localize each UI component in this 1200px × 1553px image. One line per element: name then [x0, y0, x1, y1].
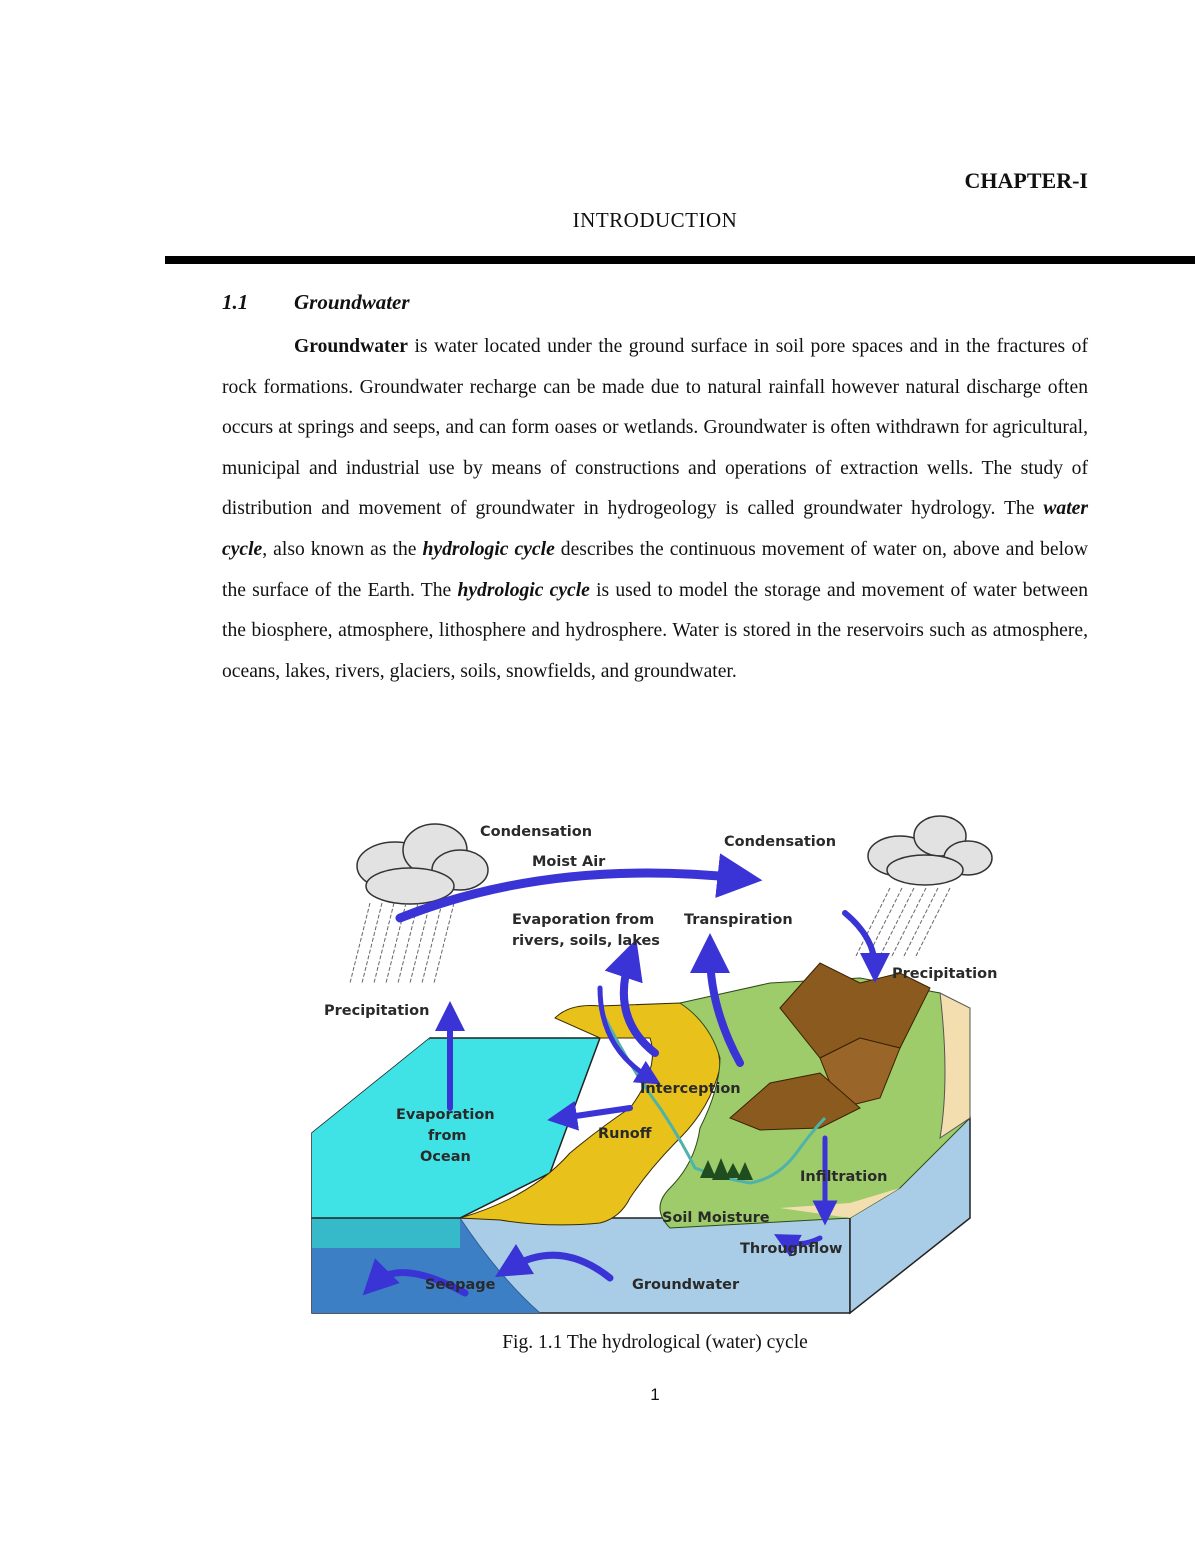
label-condensation-right: Condensation [724, 834, 837, 850]
lead-term: Groundwater [294, 336, 408, 357]
body-paragraph [222, 327, 1088, 692]
label-evaporation-ocean-3: Ocean [420, 1149, 471, 1165]
label-soil-moisture: Soil Moisture [662, 1210, 770, 1226]
cloud-right [868, 816, 992, 885]
page-number: 1 [650, 1385, 660, 1404]
label-interception: Interception [640, 1081, 741, 1097]
term-water-cycle: water cycle [222, 498, 1088, 560]
section-heading [222, 290, 410, 315]
chapter-title: INTRODUCTION [572, 208, 738, 232]
hydrological-cycle-figure [300, 808, 1000, 1316]
label-seepage: Seepage [425, 1277, 496, 1293]
label-precipitation-right: Precipitation [892, 966, 998, 982]
chapter-label: CHAPTER-I [964, 168, 1088, 193]
label-groundwater: Groundwater [632, 1277, 740, 1293]
label-evaporation-rivers-2: rivers, soils, lakes [512, 933, 660, 949]
paragraph-text-4: is used to model the storage and movement of water between the biosphere, atmosphere, lithosphere and hydrosphere. Water is stored in the reservoirs such as atmosphere, oceans, lakes, rivers, glaciers, soils, snowfields, and groundwater. [222, 579, 1089, 682]
term-hydrologic-cycle-2: hydrologic cycle [457, 579, 590, 601]
label-moist-air: Moist Air [532, 854, 606, 870]
label-evaporation-ocean-2: from [428, 1128, 467, 1144]
section-title: Groundwater [294, 290, 410, 314]
term-hydrologic-cycle: hydrologic cycle [422, 538, 555, 560]
paragraph-text-1: is water located under the ground surface in soil pore spaces and in the fractures of rock formations. Groundwater recharge can be made due to natural rainfall however natural discharge often occurs at springs and seeps, and can form oases or wetlands. Groundwater is often withdrawn for agricultural, municipal and industrial use by means of constructions and operations of extraction wells. The study of distribution and movement of groundwater in hydrogeology is called groundwater hydrology. The [222, 336, 1088, 520]
label-condensation-left: Condensation [480, 824, 593, 840]
precipitation-arrow-right [845, 913, 875, 968]
paragraph-text-3: describes the continuous movement of water on, above and below the surface of the Earth. The [222, 538, 1088, 601]
heading-rule [165, 256, 1195, 264]
label-infiltration: Infiltration [800, 1169, 888, 1185]
paragraph-text-2: , also known as the [262, 538, 423, 560]
label-throughflow: Throughflow [740, 1241, 843, 1257]
label-transpiration: Transpiration [684, 912, 793, 928]
figure-caption: Fig. 1.1 The hydrological (water) cycle [502, 1332, 808, 1353]
label-precipitation-left: Precipitation [324, 1003, 430, 1019]
label-evaporation-rivers-1: Evaporation from [512, 912, 655, 928]
section-number: 1.1 [222, 290, 249, 314]
label-runoff: Runoff [598, 1126, 652, 1142]
label-evaporation-ocean-1: Evaporation [396, 1107, 495, 1123]
